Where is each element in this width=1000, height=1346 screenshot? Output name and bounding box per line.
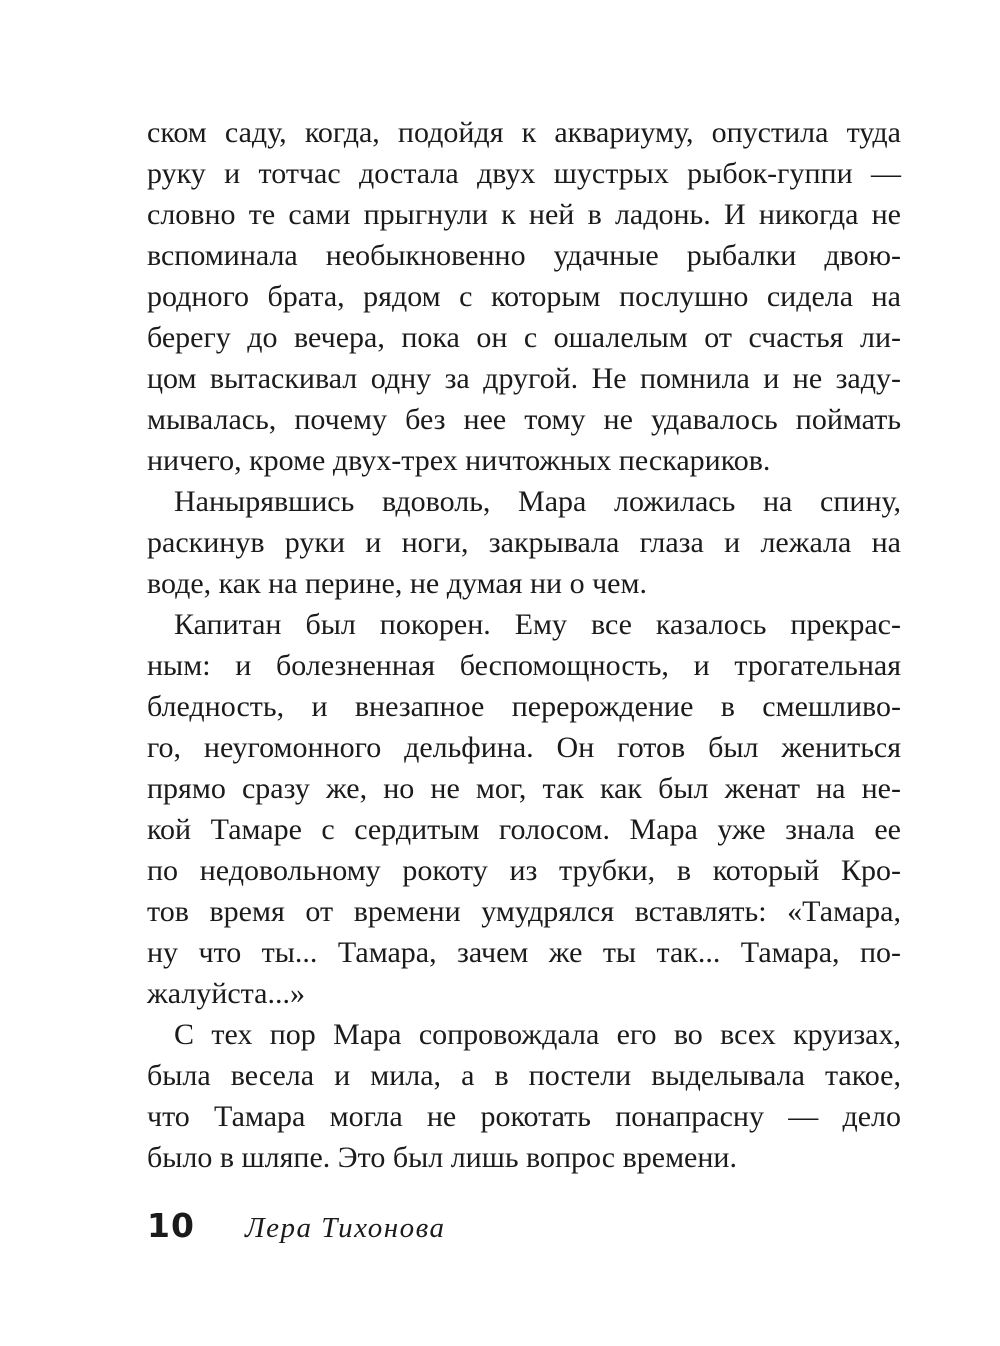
text-line: родного брата, рядом с которым послушно сидела на (147, 280, 901, 313)
text-line: была весела и мила, а в постели выделывала такое, (147, 1059, 901, 1092)
text-line: по недовольному рокоту из трубки, в который Кро- (147, 854, 901, 887)
text-line: ным: и болезненная беспомощность, и трогательная (147, 649, 901, 682)
page-number: 10 (147, 1206, 195, 1245)
page-footer (147, 1206, 446, 1245)
text-line: Капитан был покорен. Ему все казалось прекрас- (174, 608, 901, 641)
text-line: ском саду, когда, подойдя к аквариуму, опустила туда (147, 116, 901, 149)
text-line: руку и тотчас достала двух шустрых рыбок-гуппи — (147, 157, 901, 190)
text-line: воде, как на перине, не думая ни о чем. (147, 567, 647, 600)
text-line: мывалась, почему без нее тому не удавалось поймать (147, 403, 901, 436)
text-line: берегу до вечера, пока он с ошалелым от счастья ли- (147, 321, 901, 354)
text-line: что Тамара могла не рокотать понапрасну — дело (147, 1100, 901, 1133)
text-line: было в шляпе. Это был лишь вопрос времени. (147, 1141, 737, 1174)
text-line: тов время от времени умудрялся вставлять: «Тамара, (147, 895, 901, 928)
text-line: вспоминала необыкновенно удачные рыбалки двою- (147, 239, 901, 272)
text-line: цом вытаскивал одну за другой. Не помнила и не заду- (147, 362, 901, 395)
text-line: раскинув руки и ноги, закрывала глаза и лежала на (147, 526, 901, 559)
text-line: го, неугомонного дельфина. Он готов был жениться (147, 731, 901, 764)
body-text (147, 112, 901, 1178)
running-head-author: Лера Тихонова (244, 1212, 446, 1244)
text-line: кой Тамаре с сердитым голосом. Мара уже знала ее (147, 813, 901, 846)
text-line: жалуйста...» (147, 977, 305, 1010)
text-line: ну что ты... Тамара, зачем же ты так... Тамара, по- (147, 936, 901, 969)
text-line: Нанырявшись вдоволь, Мара ложилась на спину, (174, 485, 901, 518)
text-line: словно те сами прыгнули к ней в ладонь. И никогда не (147, 198, 901, 231)
text-line: С тех пор Мара сопровождала его во всех круизах, (174, 1018, 901, 1051)
text-line: бледность, и внезапное перерождение в смешливо- (147, 690, 901, 723)
text-line: прямо сразу же, но не мог, так как был женат на не- (147, 772, 901, 805)
text-line: ничего, кроме двух-трех ничтожных пескариков. (147, 444, 771, 477)
